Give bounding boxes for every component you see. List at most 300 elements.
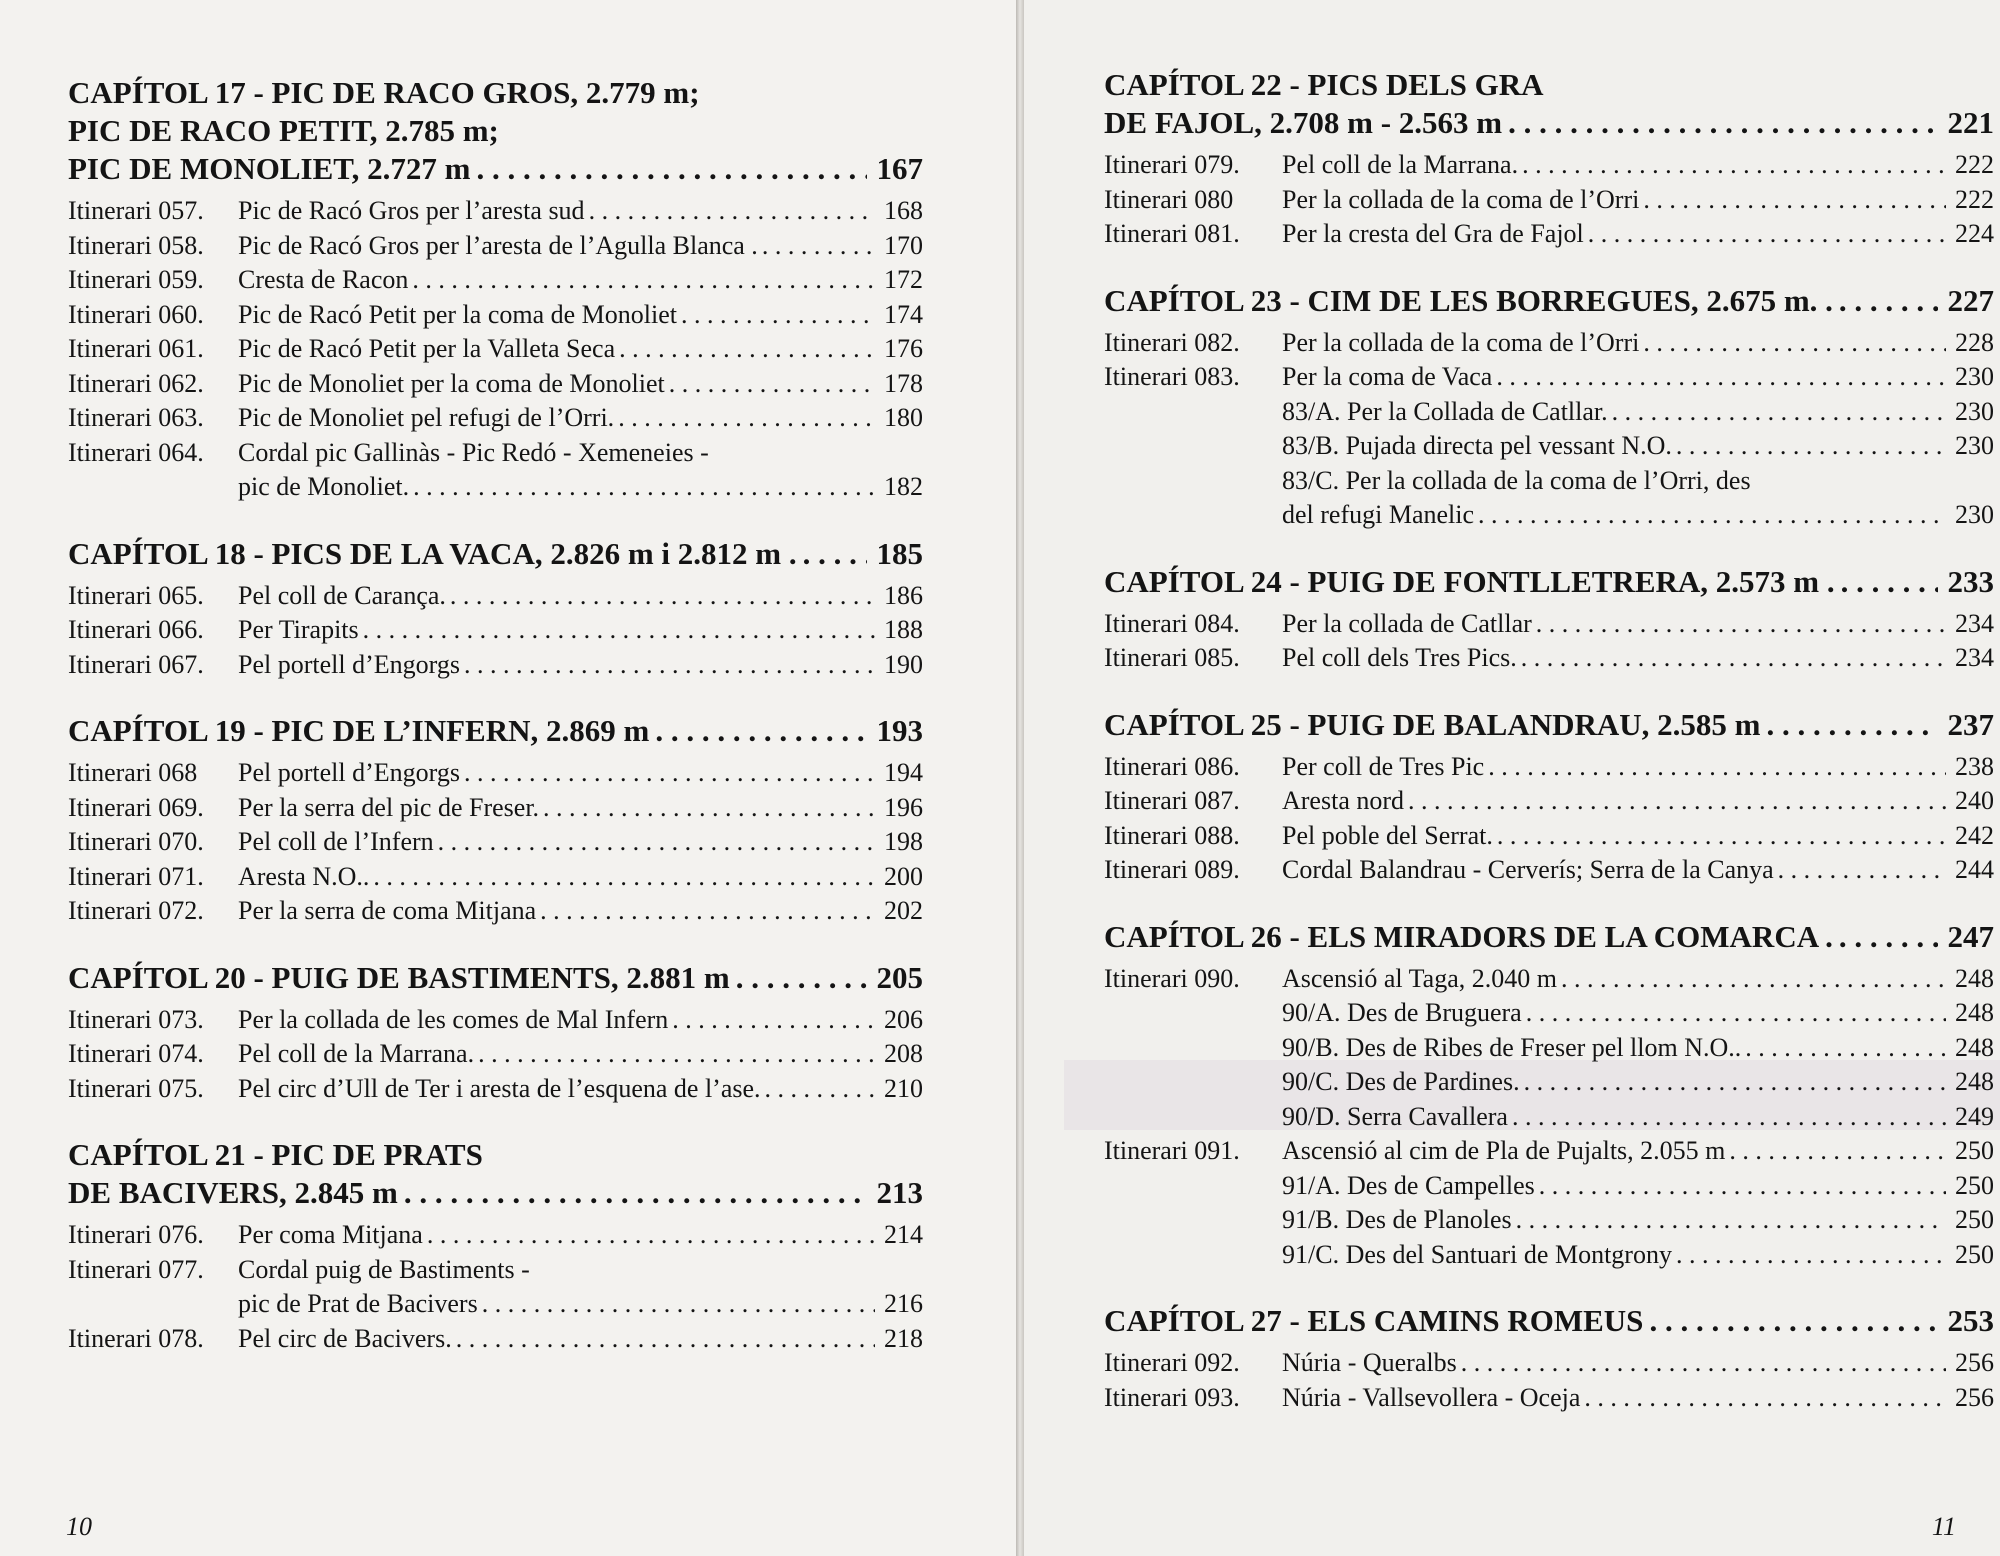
- itinerary-page-number: 230: [1955, 500, 1994, 529]
- itinerary-entry: [1104, 360, 1994, 395]
- itinerary-entry: [68, 401, 923, 436]
- itinerary-code: Itinerari 078.: [68, 1323, 204, 1353]
- itinerary-title: Pel coll de Carança.: [238, 580, 446, 610]
- itinerary-code: Itinerari 092.: [1104, 1348, 1240, 1377]
- itinerary-title: Ascensió al Taga, 2.040 m: [1282, 963, 1557, 993]
- itinerary-page-number: 216: [884, 1289, 923, 1318]
- itinerary-entry: [1104, 996, 1994, 1031]
- dot-leader: [681, 298, 875, 333]
- dot-leader: [543, 791, 875, 826]
- dot-leader: [478, 1037, 875, 1072]
- itinerary-title: 90/D. Serra Cavallera: [1282, 1101, 1508, 1131]
- dot-leader: [672, 1003, 875, 1038]
- chapter-heading: [68, 535, 923, 573]
- itinerary-title: Pel portell d’Engorgs: [238, 758, 460, 787]
- itinerary-title: Pic de Racó Petit per la coma de Monoliet: [238, 299, 677, 329]
- itinerary-page-number: 248: [1955, 963, 1994, 993]
- itinerary-entry: [68, 648, 923, 683]
- itinerary-list: [68, 756, 923, 929]
- itinerary-entry: [68, 825, 923, 860]
- itinerary-title: 83/A. Per la Collada de Catllar.: [1282, 396, 1608, 426]
- chapter-page-number: 253: [1947, 1303, 1994, 1338]
- itinerary-code: Itinerari 075.: [68, 1073, 204, 1103]
- dot-leader: [1612, 395, 1946, 430]
- chapter-title-text: DE FAJOL, 2.708 m - 2.563 m: [1104, 105, 1503, 140]
- dot-leader: [655, 712, 867, 750]
- itinerary-title: Aresta nord: [1282, 786, 1405, 815]
- itinerary-title: Per la collada de la coma de l’Orri: [1282, 184, 1640, 214]
- page-number: 11: [1931, 1512, 1956, 1541]
- chapter-section: [1104, 563, 1994, 676]
- dot-leader: [1461, 1346, 1946, 1381]
- itinerary-entry: [1104, 1065, 1994, 1100]
- chapter-title-text: CAPÍTOL 18 - PICS DE LA VACA, 2.826 m i 2.812 m .: [68, 535, 797, 571]
- dot-leader: [1497, 819, 1946, 854]
- itinerary-entry: [1104, 148, 1994, 183]
- chapter-page-number: 227: [1947, 282, 1994, 318]
- chapter-page-number: 221: [1947, 105, 1994, 140]
- dot-leader: [1408, 784, 1946, 819]
- itinerary-list: [68, 1003, 923, 1107]
- itinerary-title: pic de Prat de Bacivers: [238, 1289, 478, 1318]
- dot-leader: [456, 1322, 875, 1357]
- chapter-section: [1104, 706, 1994, 888]
- chapter-section: [68, 535, 923, 683]
- itinerary-title: Cordal Balandrau - Cerverís; Serra de la Canya: [1282, 855, 1774, 884]
- itinerary-code: Itinerari 064.: [68, 437, 204, 467]
- itinerary-page-number: 248: [1955, 998, 1994, 1027]
- chapter-page-number: 213: [876, 1175, 923, 1210]
- itinerary-code: Itinerari 068: [68, 758, 198, 787]
- dot-leader: [1496, 360, 1946, 395]
- itinerary-title: 91/B. Des de Planoles: [1282, 1205, 1512, 1234]
- dot-leader: [1584, 1381, 1946, 1416]
- dot-leader: [1536, 607, 1946, 642]
- itinerary-title: Per la collada de la coma de l’Orri: [1282, 327, 1640, 357]
- itinerary-title: 90/C. Des de Pardines.: [1282, 1067, 1520, 1096]
- chapter-section: [68, 1136, 923, 1356]
- dot-leader: [1745, 1031, 1946, 1066]
- dot-leader: [619, 332, 875, 367]
- itinerary-title: 83/C. Per la collada de la coma de l’Orri, des: [1282, 465, 1751, 495]
- dot-leader: [413, 470, 875, 505]
- itinerary-code: Itinerari 070.: [68, 827, 204, 856]
- itinerary-code: Itinerari 073.: [68, 1004, 204, 1034]
- itinerary-title: Pel portell d’Engorgs: [238, 649, 460, 679]
- dot-leader: [1729, 1134, 1946, 1169]
- itinerary-title: Núria - Queralbs: [1282, 1348, 1457, 1377]
- chapter-heading-line: [1104, 104, 1994, 142]
- chapter-heading-line: [68, 959, 923, 997]
- itinerary-title: Aresta N.O..: [238, 861, 370, 891]
- itinerary-page-number: 188: [884, 615, 923, 644]
- chapter-heading: [1104, 918, 1994, 956]
- dot-leader: [464, 756, 875, 791]
- chapter-title-text: PIC DE RACO PETIT, 2.785 m;: [68, 113, 499, 148]
- itinerary-entry: [68, 298, 923, 333]
- itinerary-entry: [1104, 819, 1994, 854]
- itinerary-title: Cordal pic Gallinàs - Pic Redó - Xemeneies -: [238, 437, 709, 467]
- itinerary-code: Itinerari 085.: [1104, 643, 1240, 672]
- itinerary-page-number: 250: [1955, 1239, 1994, 1269]
- itinerary-entry: [1104, 429, 1994, 464]
- chapter-page-number: 167: [876, 151, 923, 186]
- itinerary-entry: [1104, 1031, 1994, 1066]
- itinerary-title: Pel coll dels Tres Pics.: [1282, 643, 1517, 672]
- itinerary-code: Itinerari 074.: [68, 1039, 204, 1068]
- itinerary-list: [1104, 607, 1994, 676]
- chapter-title-text: CAPÍTOL 19 - PIC DE L’INFERN, 2.869 m: [68, 713, 650, 748]
- itinerary-entry: [68, 229, 923, 264]
- itinerary-page-number: 202: [884, 896, 923, 925]
- chapter-heading: [68, 712, 923, 750]
- itinerary-page-number: 182: [884, 472, 923, 501]
- itinerary-code: Itinerari 089.: [1104, 855, 1240, 884]
- itinerary-code: Itinerari 065.: [68, 580, 204, 610]
- chapter-heading: [68, 959, 923, 997]
- dot-leader: [1478, 498, 1946, 533]
- itinerary-entry: [1104, 641, 1994, 676]
- chapter-heading-line: [1104, 1302, 1994, 1340]
- dot-leader: [1526, 996, 1946, 1031]
- itinerary-code: Itinerari 071.: [68, 861, 204, 891]
- itinerary-code: Itinerari 057.: [68, 196, 204, 225]
- itinerary-title: Pel circ d’Ull de Ter i aresta de l’esquena de l’ase.: [238, 1073, 761, 1103]
- chapter-page-number: 193: [876, 713, 923, 748]
- itinerary-page-number: 222: [1955, 150, 1994, 179]
- itinerary-page-number: 234: [1955, 643, 1994, 672]
- itinerary-code: Itinerari 076.: [68, 1220, 204, 1249]
- chapter-title-text: CAPÍTOL 24 - PUIG DE FONTLLETRERA, 2.573 m .: [1104, 563, 1835, 599]
- dot-leader: [1522, 148, 1946, 183]
- itinerary-page-number: 242: [1955, 820, 1994, 850]
- dot-leader: [1588, 217, 1946, 252]
- chapter-title-text: PIC DE MONOLIET, 2.727 m: [68, 151, 471, 186]
- dot-leader: [1839, 918, 1938, 956]
- itinerary-code: Itinerari 080: [1104, 184, 1234, 214]
- dot-leader: [736, 959, 867, 997]
- dot-leader: [1778, 853, 1946, 888]
- itinerary-entry: [68, 1322, 923, 1357]
- itinerary-page-number: 194: [884, 758, 923, 787]
- dot-leader: [1524, 1065, 1946, 1100]
- dot-leader: [404, 1174, 867, 1212]
- itinerary-page-number: 190: [884, 649, 923, 679]
- chapter-heading: [1104, 563, 1994, 601]
- itinerary-code: Itinerari 084.: [1104, 608, 1240, 638]
- itinerary-title: Per la collada de les comes de Mal Infern: [238, 1004, 669, 1034]
- itinerary-page-number: 222: [1955, 184, 1994, 214]
- chapter-heading-line: [1104, 706, 1994, 744]
- itinerary-page-number: 249: [1955, 1101, 1994, 1131]
- itinerary-title: Ascensió al cim de Pla de Pujalts, 2.055 m: [1282, 1136, 1726, 1165]
- chapter-heading-line: [68, 1174, 923, 1212]
- itinerary-title: pic de Monoliet.: [238, 472, 410, 501]
- chapter-section: [68, 712, 923, 929]
- itinerary-entry: [68, 436, 923, 471]
- dot-leader: [540, 894, 875, 929]
- dot-leader: [618, 401, 875, 436]
- dot-leader: [1512, 1100, 1946, 1135]
- chapter-title-text: CAPÍTOL 21 - PIC DE PRATS: [68, 1137, 483, 1172]
- itinerary-title: 90/A. Des de Bruguera: [1282, 998, 1522, 1027]
- dot-leader: [669, 367, 875, 402]
- dot-leader: [1643, 183, 1946, 218]
- itinerary-code: Itinerari 077.: [68, 1254, 204, 1284]
- itinerary-entry: [1104, 1100, 1994, 1135]
- itinerary-code: Itinerari 087.: [1104, 786, 1240, 815]
- dot-leader: [803, 535, 867, 573]
- chapter-title-text: CAPÍTOL 22 - PICS DELS GRA: [1104, 67, 1544, 102]
- itinerary-code: Itinerari 062.: [68, 368, 204, 398]
- itinerary-page-number: 170: [884, 230, 923, 260]
- dot-leader: [1676, 1238, 1946, 1273]
- itinerary-entry: [68, 470, 923, 505]
- dot-leader: [363, 613, 875, 648]
- chapter-title-text: CAPÍTOL 26 - ELS MIRADORS DE LA COMARCA .: [1104, 918, 1833, 954]
- chapter-title-text: CAPÍTOL 27 - ELS CAMINS ROMEUS: [1104, 1303, 1644, 1338]
- chapter-page-number: 233: [1947, 563, 1994, 599]
- itinerary-title: del refugi Manelic: [1282, 500, 1475, 529]
- dot-leader: [765, 1072, 875, 1107]
- itinerary-page-number: 240: [1955, 786, 1994, 815]
- itinerary-page-number: 208: [884, 1039, 923, 1068]
- itinerary-code: Itinerari 059.: [68, 265, 204, 294]
- itinerary-code: Itinerari 082.: [1104, 327, 1240, 357]
- chapter-heading-line: [1104, 918, 1994, 956]
- itinerary-code: Itinerari 081.: [1104, 219, 1240, 248]
- chapter-heading-line: [68, 150, 923, 188]
- itinerary-list: [1104, 326, 1994, 533]
- itinerary-code: Itinerari 061.: [68, 334, 204, 363]
- itinerary-title: 91/A. Des de Campelles: [1282, 1170, 1535, 1200]
- itinerary-entry: [1104, 853, 1994, 888]
- dot-leader: [482, 1287, 875, 1322]
- itinerary-code: Itinerari 066.: [68, 615, 204, 644]
- itinerary-list: [1104, 148, 1994, 252]
- dot-leader: [1676, 429, 1946, 464]
- dot-leader: [1649, 1302, 1938, 1340]
- itinerary-entry: [68, 613, 923, 648]
- itinerary-entry: [68, 860, 923, 895]
- itinerary-page-number: 168: [884, 196, 923, 225]
- itinerary-entry: [68, 194, 923, 229]
- book-gutter: [1016, 0, 1024, 1556]
- dot-leader: [438, 825, 875, 860]
- itinerary-page-number: 248: [1955, 1067, 1994, 1096]
- itinerary-title: Pel circ de Bacivers.: [238, 1323, 452, 1353]
- itinerary-title: Pel coll de la Marrana.: [238, 1039, 475, 1068]
- chapter-heading-line: [1104, 563, 1994, 601]
- dot-leader: [427, 1218, 875, 1253]
- itinerary-entry: [1104, 1134, 1994, 1169]
- itinerary-title: Per coll de Tres Pic: [1282, 751, 1485, 781]
- itinerary-page-number: 230: [1955, 396, 1994, 426]
- chapter-section: [1104, 282, 1994, 533]
- dot-leader: [464, 648, 875, 683]
- itinerary-entry: [1104, 962, 1994, 997]
- itinerary-entry: [1104, 1203, 1994, 1238]
- itinerary-page-number: 214: [884, 1220, 923, 1249]
- itinerary-title: Pel poble del Serrat.: [1282, 820, 1493, 850]
- dot-leader: [1643, 326, 1946, 361]
- dot-leader: [450, 579, 875, 614]
- itinerary-page-number: 172: [884, 265, 923, 294]
- itinerary-page-number: 250: [1955, 1136, 1994, 1165]
- itinerary-page-number: 256: [1955, 1382, 1994, 1412]
- chapter-heading-line: [68, 535, 923, 573]
- itinerary-code: Itinerari 072.: [68, 896, 204, 925]
- itinerary-title: Pic de Racó Petit per la Valleta Seca: [238, 334, 616, 363]
- chapter-heading: [68, 1136, 923, 1212]
- itinerary-list: [68, 1218, 923, 1356]
- chapter-section: [1104, 1302, 1994, 1415]
- itinerary-title: Pic de Racó Gros per l’aresta de l’Agulla Blanca .: [238, 230, 758, 260]
- itinerary-entry: [1104, 1238, 1994, 1273]
- chapter-heading-line: [1104, 282, 1994, 320]
- itinerary-title: Pic de Monoliet pel refugi de l’Orri.: [238, 403, 615, 432]
- itinerary-list: [1104, 962, 1994, 1273]
- dot-leader: [1539, 1169, 1946, 1204]
- dot-leader: [1767, 706, 1939, 744]
- itinerary-page-number: 196: [884, 792, 923, 822]
- itinerary-entry: [1104, 1346, 1994, 1381]
- itinerary-entry: [1104, 498, 1994, 533]
- chapter-title-text: DE BACIVERS, 2.845 m: [68, 1175, 398, 1210]
- itinerary-page-number: 218: [884, 1323, 923, 1353]
- chapter-heading: [1104, 706, 1994, 744]
- itinerary-list: [1104, 750, 1994, 888]
- chapter-page-number: 205: [876, 959, 923, 995]
- itinerary-title: Per Tirapits: [238, 615, 359, 644]
- itinerary-title: Pel coll de la Marrana.: [1282, 150, 1519, 179]
- itinerary-title: Per la serra del pic de Freser.: [238, 792, 540, 822]
- itinerary-page-number: 210: [884, 1073, 923, 1103]
- dot-leader: [1561, 962, 1946, 997]
- itinerary-title: Per la coma de Vaca: [1282, 362, 1493, 391]
- itinerary-page-number: 230: [1955, 431, 1994, 460]
- itinerary-page-number: 250: [1955, 1205, 1994, 1234]
- itinerary-code: Itinerari 058.: [68, 230, 204, 260]
- itinerary-title: Pic de Monoliet per la coma de Monoliet: [238, 368, 665, 398]
- itinerary-code: Itinerari 060.: [68, 299, 204, 329]
- dot-leader: [589, 194, 875, 229]
- itinerary-entry: [1104, 607, 1994, 642]
- right-page: [1024, 0, 2000, 1556]
- chapter-heading: [1104, 66, 1994, 142]
- itinerary-page-number: 238: [1955, 751, 1994, 781]
- chapter-page-number: 247: [1947, 918, 1994, 954]
- itinerary-page-number: 224: [1955, 219, 1994, 248]
- itinerary-entry: [68, 791, 923, 826]
- itinerary-code: Itinerari 069.: [68, 792, 204, 822]
- chapter-heading-line: [68, 712, 923, 750]
- dot-leader: [1516, 1203, 1946, 1238]
- chapter-section: [1104, 66, 1994, 252]
- itinerary-page-number: 228: [1955, 327, 1994, 357]
- itinerary-entry: [68, 894, 923, 929]
- itinerary-page-number: 248: [1955, 1032, 1994, 1062]
- itinerary-page-number: 186: [884, 580, 923, 610]
- itinerary-page-number: 180: [884, 403, 923, 432]
- itinerary-page-number: 200: [884, 861, 923, 891]
- table-of-contents-right: [1104, 66, 1994, 1445]
- chapter-heading: [1104, 1302, 1994, 1340]
- dot-leader: [373, 860, 875, 895]
- chapter-heading: [1104, 282, 1994, 320]
- itinerary-entry: [1104, 1381, 1994, 1416]
- dot-leader: [412, 263, 875, 298]
- itinerary-title: Pel coll de l’Infern: [238, 827, 434, 856]
- itinerary-entry: [1104, 217, 1994, 252]
- itinerary-page-number: 250: [1955, 1170, 1994, 1200]
- itinerary-page-number: 198: [884, 827, 923, 856]
- itinerary-entry: [1104, 784, 1994, 819]
- itinerary-entry: [68, 367, 923, 402]
- itinerary-page-number: 176: [884, 334, 923, 363]
- chapter-page-number: 237: [1947, 706, 1994, 742]
- chapter-heading: [68, 74, 923, 188]
- itinerary-page-number: 206: [884, 1004, 923, 1034]
- itinerary-entry: [68, 579, 923, 614]
- dot-leader: [762, 229, 875, 264]
- dot-leader: [1508, 104, 1938, 142]
- itinerary-entry: [68, 1287, 923, 1322]
- itinerary-list: [1104, 1346, 1994, 1415]
- page-number: 10: [66, 1512, 92, 1541]
- itinerary-title: Per la collada de Catllar: [1282, 608, 1532, 638]
- itinerary-entry: [68, 263, 923, 298]
- itinerary-title: Cordal puig de Bastiments -: [238, 1254, 530, 1284]
- chapter-title-text: CAPÍTOL 25 - PUIG DE BALANDRAU, 2.585 m: [1104, 706, 1761, 742]
- itinerary-entry: [68, 1218, 923, 1253]
- itinerary-title: Per la serra de coma Mitjana: [238, 896, 537, 925]
- itinerary-entry: [68, 1037, 923, 1072]
- itinerary-page-number: 234: [1955, 608, 1994, 638]
- itinerary-page-number: 230: [1955, 362, 1994, 391]
- table-of-contents-left: [68, 74, 923, 1386]
- chapter-section: [68, 959, 923, 1107]
- chapter-title-text: CAPÍTOL 20 - PUIG DE BASTIMENTS, 2.881 m: [68, 959, 730, 995]
- itinerary-page-number: 256: [1955, 1348, 1994, 1377]
- itinerary-code: Itinerari 088.: [1104, 820, 1240, 850]
- itinerary-list: [68, 194, 923, 505]
- itinerary-page-number: 244: [1955, 855, 1994, 884]
- itinerary-entry: [68, 1072, 923, 1107]
- itinerary-entry: [1104, 395, 1994, 430]
- itinerary-entry: [68, 756, 923, 791]
- dot-leader: [1841, 563, 1938, 601]
- dot-leader: [1839, 282, 1938, 320]
- chapter-section: [68, 74, 923, 505]
- itinerary-entry: [1104, 750, 1994, 785]
- itinerary-entry: [1104, 183, 1994, 218]
- itinerary-title: 91/C. Des del Santuari de Montgrony: [1282, 1239, 1672, 1269]
- itinerary-code: Itinerari 090.: [1104, 963, 1240, 993]
- itinerary-entry: [1104, 326, 1994, 361]
- chapter-title-text: CAPÍTOL 17 - PIC DE RACO GROS, 2.779 m;: [68, 75, 700, 110]
- itinerary-entry: [68, 1003, 923, 1038]
- itinerary-title: Pic de Racó Gros per l’aresta sud: [238, 196, 585, 225]
- itinerary-entry: [68, 332, 923, 367]
- itinerary-entry: [68, 1253, 923, 1288]
- itinerary-title: 83/B. Pujada directa pel vessant N.O.: [1282, 431, 1672, 460]
- itinerary-page-number: 174: [884, 299, 923, 329]
- dot-leader: [1521, 641, 1946, 676]
- itinerary-code: Itinerari 093.: [1104, 1382, 1240, 1412]
- itinerary-code: Itinerari 086.: [1104, 751, 1240, 781]
- chapter-section: [1104, 918, 1994, 1273]
